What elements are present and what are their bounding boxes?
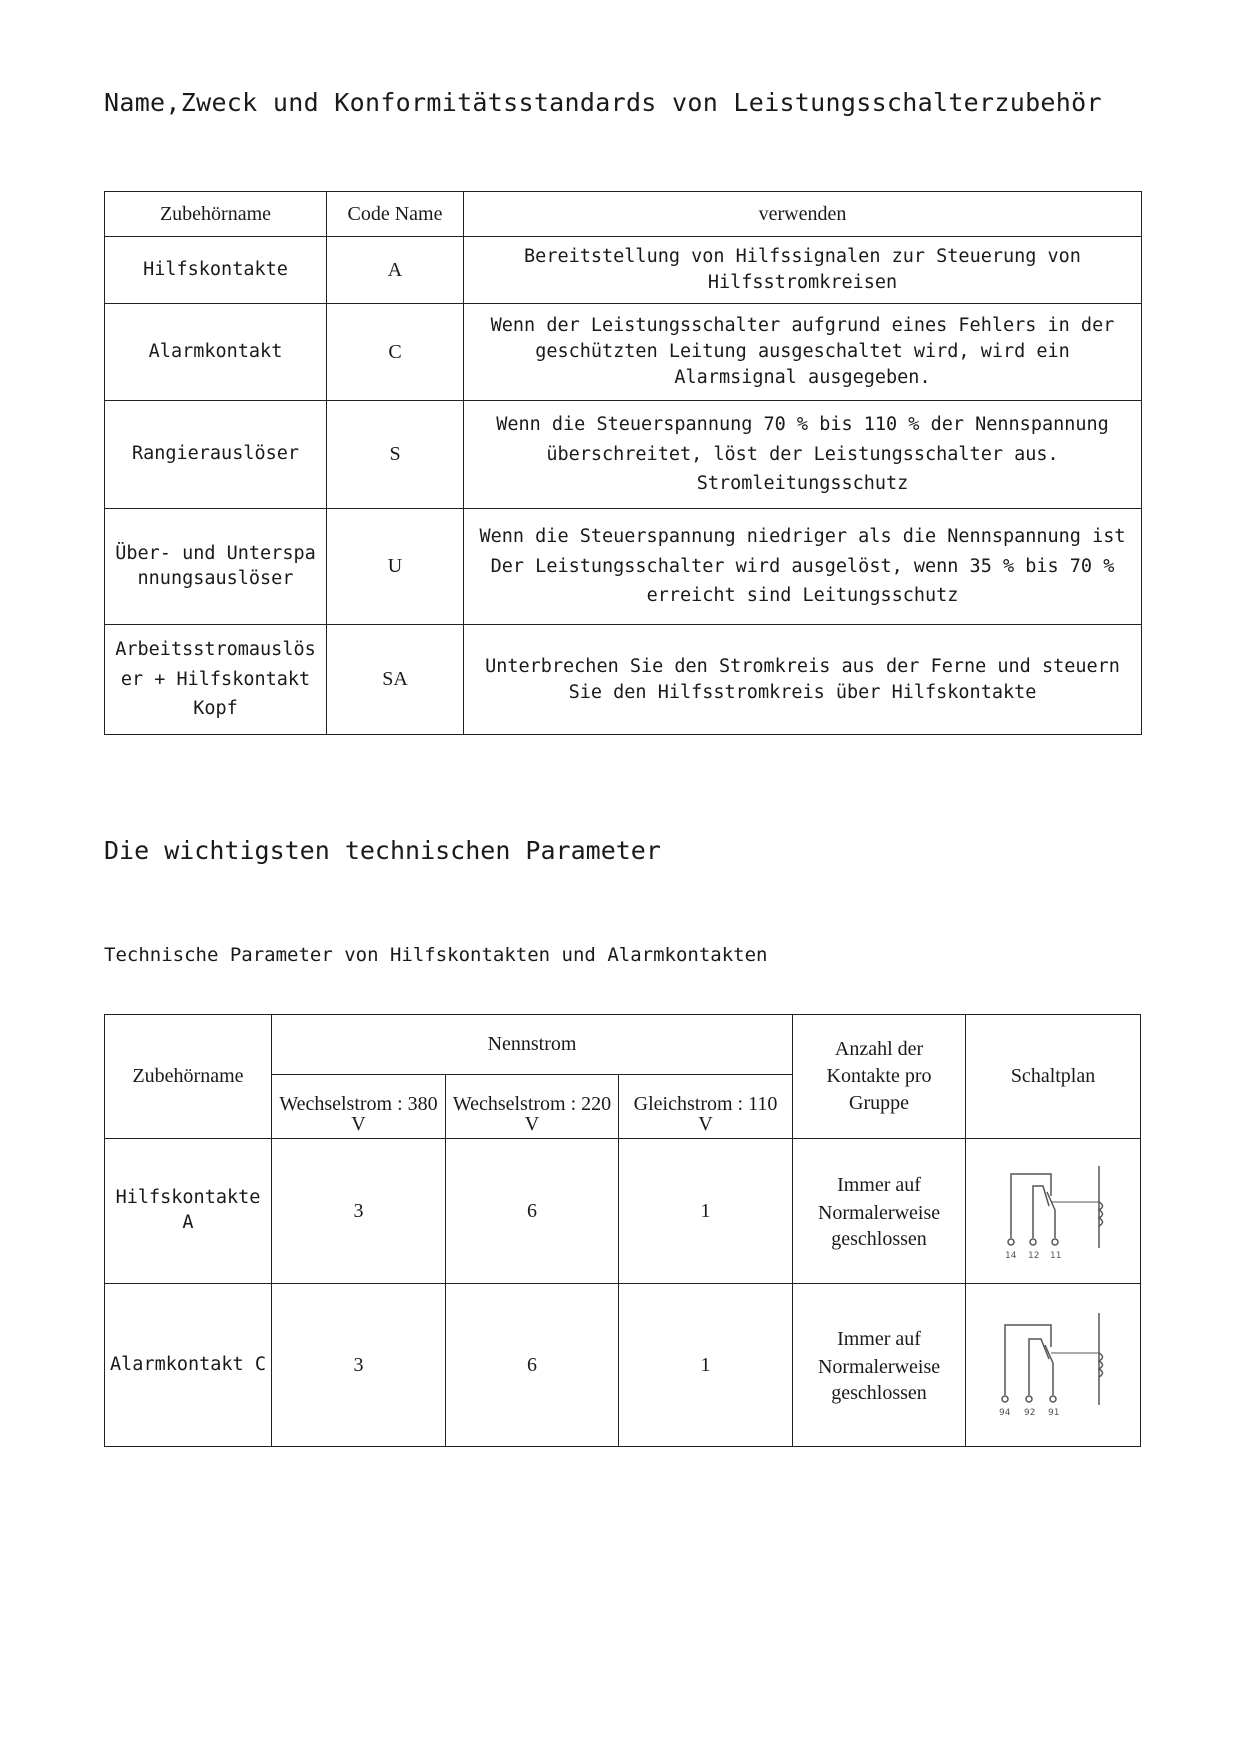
- circuit-diagram-cell: [966, 1284, 1141, 1447]
- section2-title: Die wichtigsten technischen Parameter: [104, 836, 661, 865]
- terminal-label: 94: [999, 1408, 1011, 1418]
- table-header-row: [105, 1015, 1141, 1075]
- contacts-cell: [793, 1139, 966, 1284]
- ac380-value-cell: 3: [272, 1139, 446, 1284]
- table-row: [105, 1139, 1141, 1284]
- code-cell: C: [327, 304, 464, 401]
- use-cell: Wenn die Steuerspannung 70 % bis 110 % der Nennspannung überschreitet, löst der Leistungsschalter aus. Stromleitungsschutz: [464, 401, 1142, 509]
- table-row: [105, 237, 1142, 304]
- section2-subtitle: Technische Parameter von Hilfskontakten und Alarmkontakten: [104, 944, 768, 966]
- circuit-diagram-cell: [966, 1139, 1141, 1284]
- header-ac-220v: Wechselstrom : 220 V: [446, 1075, 619, 1139]
- table-row: [105, 304, 1142, 401]
- ac380-value-cell: 3: [272, 1284, 446, 1447]
- accessory-name-cell: Rangierauslöser: [105, 401, 327, 509]
- technical-parameters-table: [104, 1014, 1141, 1447]
- terminal-label: 11: [1050, 1251, 1062, 1261]
- contacts-line2: Normalerweise geschlossen: [817, 1202, 941, 1250]
- header-contacts-per-group: Anzahl der Kontakte pro Gruppe: [793, 1015, 966, 1139]
- header-circuit-diagram: Schaltplan: [966, 1015, 1141, 1139]
- ac220-value-cell: 6: [446, 1139, 619, 1284]
- header-dc-110v: Gleichstrom : 110 V: [619, 1075, 793, 1139]
- code-cell: S: [327, 401, 464, 509]
- accessory-name-cell: Arbeitsstromauslöser + Hilfskontakt Kopf: [105, 625, 327, 735]
- header-accessory-name: Zubehörname: [105, 1015, 272, 1139]
- header-code-name: Code Name: [327, 192, 464, 237]
- header-rated-current: Nennstrom: [272, 1015, 793, 1075]
- contacts-line1: Immer auf: [837, 1328, 921, 1350]
- accessory-name-cell: Alarmkontakt C: [105, 1284, 272, 1447]
- accessory-name-cell: Hilfskontakte: [105, 237, 327, 304]
- terminal-label: 92: [1024, 1408, 1036, 1418]
- table-row: [105, 509, 1142, 625]
- terminal-label: 91: [1048, 1408, 1060, 1418]
- ac220-value-cell: 6: [446, 1284, 619, 1447]
- header-ac-380v: Wechselstrom : 380 V: [272, 1075, 446, 1139]
- terminal-label: 14: [1005, 1251, 1017, 1261]
- code-cell: U: [327, 509, 464, 625]
- accessory-purpose-table: [104, 191, 1142, 735]
- contacts-line1: Immer auf: [837, 1174, 921, 1196]
- use-cell: Bereitstellung von Hilfssignalen zur Steuerung von Hilfsstromkreisen: [464, 237, 1142, 304]
- code-cell: SA: [327, 625, 464, 735]
- terminal-label: 12: [1028, 1251, 1040, 1261]
- dc110-value-cell: 1: [619, 1139, 793, 1284]
- contacts-cell: [793, 1284, 966, 1447]
- contacts-line2: Normalerweise geschlossen: [817, 1356, 941, 1404]
- table-header-row: [105, 192, 1142, 237]
- aux-contact-circuit-diagram: [993, 1156, 1113, 1266]
- use-cell: Wenn die Steuerspannung niedriger als die Nennspannung ist Der Leistungsschalter wird ausgelöst, wenn 35 % bis 70 % erreicht sind Leitungsschutz: [464, 509, 1142, 625]
- table-row: [105, 625, 1142, 735]
- accessory-name-cell: Alarmkontakt: [105, 304, 327, 401]
- use-cell: Wenn der Leistungsschalter aufgrund eines Fehlers in der geschützten Leitung ausgeschaltet wird, wird ein Alarmsignal ausgegeben.: [464, 304, 1142, 401]
- header-accessory-name: Zubehörname: [105, 192, 327, 237]
- code-cell: A: [327, 237, 464, 304]
- table-row: [105, 401, 1142, 509]
- dc110-value-cell: 1: [619, 1284, 793, 1447]
- table-row: [105, 1284, 1141, 1447]
- section1-title: Name,Zweck und Konformitätsstandards von Leistungsschalterzubehör: [104, 88, 1102, 117]
- use-cell: Unterbrechen Sie den Stromkreis aus der Ferne und steuern Sie den Hilfsstromkreis über Hilfskontakte: [464, 625, 1142, 735]
- accessory-name-cell: Über- und Unterspannungsauslöser: [105, 509, 327, 625]
- alarm-contact-circuit-diagram: [993, 1305, 1113, 1425]
- accessory-name-cell: Hilfskontakte A: [105, 1139, 272, 1284]
- header-use: verwenden: [464, 192, 1142, 237]
